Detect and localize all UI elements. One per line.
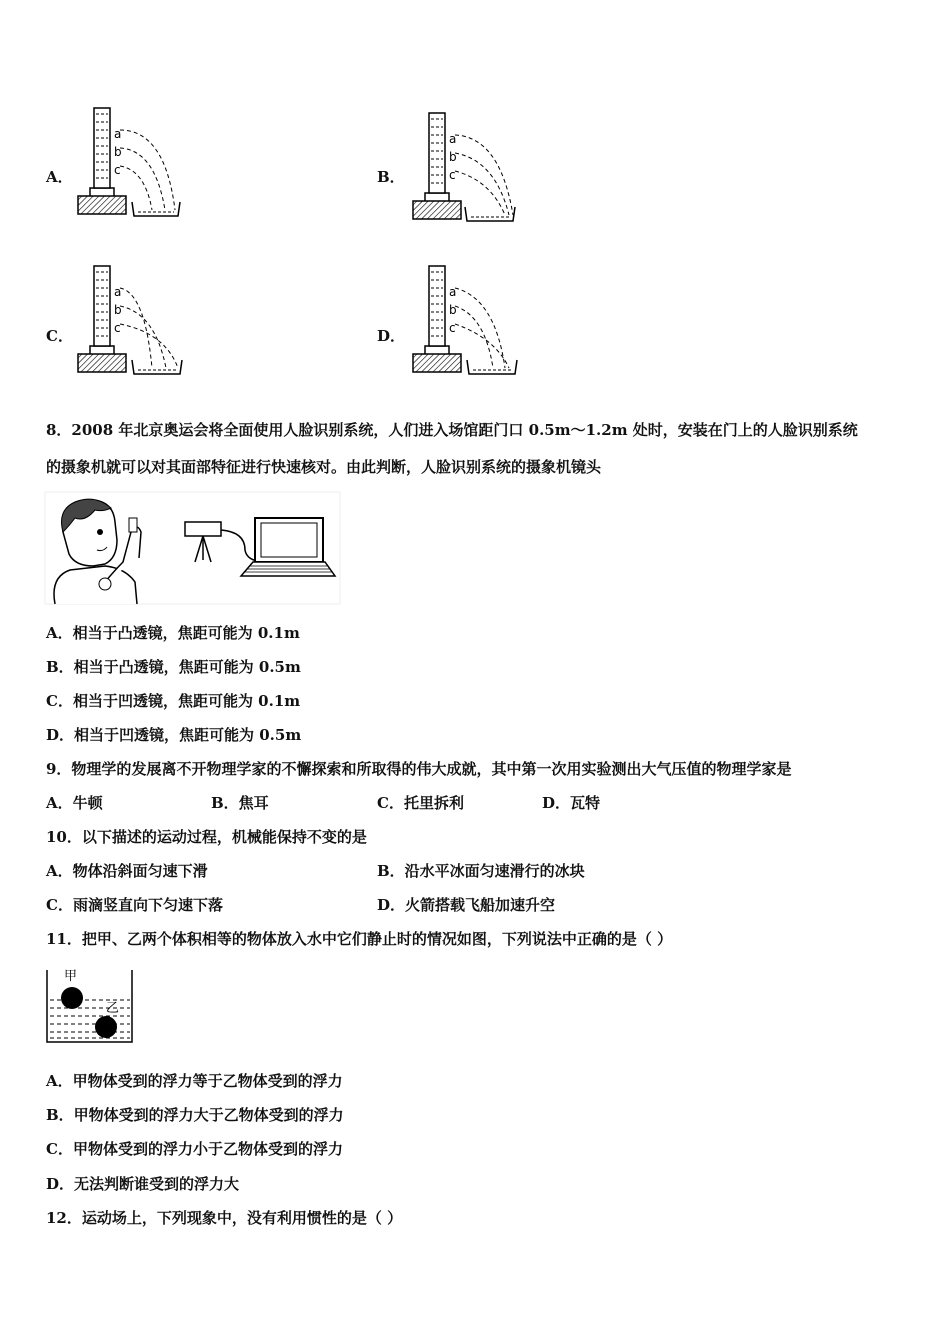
q7-option-d-letter[interactable]: D． (377, 327, 406, 345)
hole-label-b: b (114, 145, 122, 159)
q7-option-d-figure (405, 258, 525, 383)
object-yi (95, 1016, 117, 1038)
q8-stem-line2: 的摄象机就可以对其面部特征进行快速核对。由此判断，人脸识别系统的摄象机镜头 (46, 458, 602, 476)
q7-option-a-letter[interactable]: A． (46, 168, 73, 186)
q8-option-a[interactable]: A．相当于凸透镜，焦距可能为 0.1m (46, 624, 300, 642)
q10-option-c[interactable]: C．雨滴竖直向下匀速下落 (46, 896, 223, 914)
q10-option-a[interactable]: A．物体沿斜面匀速下滑 (46, 862, 208, 880)
hole-label-b: b (449, 303, 457, 317)
q7-option-a-figure (70, 100, 190, 225)
hole-label-c: c (114, 163, 121, 177)
q8-face-recognition-figure (45, 492, 340, 604)
q11-buoyancy-figure (44, 962, 136, 1046)
q8-option-c[interactable]: C．相当于凹透镜，焦距可能为 0.1m (46, 692, 301, 710)
hole-label-b: b (449, 150, 457, 164)
q11-stem: 11．把甲、乙两个体积相等的物体放入水中它们静止时的情况如图，下列说法中正确的是（ ） (46, 930, 673, 948)
q8-stem-line1: 8．2008 年北京奥运会将全面使用人脸识别系统，人们进入场馆距门口 0.5m～1.2m 处时，安装在门上的人脸识别系统 (46, 421, 858, 439)
q12-stem: 12．运动场上，下列现象中，没有利用惯性的是（ ） (46, 1209, 403, 1227)
hole-label-c: c (114, 321, 121, 335)
q11-option-a[interactable]: A．甲物体受到的浮力等于乙物体受到的浮力 (46, 1072, 343, 1090)
q11-option-b[interactable]: B．甲物体受到的浮力大于乙物体受到的浮力 (46, 1106, 344, 1124)
q11-option-c[interactable]: C．甲物体受到的浮力小于乙物体受到的浮力 (46, 1140, 343, 1158)
q9-option-c[interactable]: C．托里拆利 (377, 794, 464, 812)
label-jia: 甲 (64, 969, 78, 984)
label-yi: 乙 (106, 1001, 120, 1016)
hole-label-a: a (114, 127, 122, 141)
q10-stem: 10．以下描述的运动过程，机械能保持不变的是 (46, 828, 367, 846)
q7-option-c-figure (70, 258, 190, 383)
q9-option-d[interactable]: D．瓦特 (542, 794, 601, 812)
q9-stem: 9．物理学的发展离不开物理学家的不懈探索和所取得的伟大成就，其中第一次用实验测出大气压值的物理学家是 (46, 760, 792, 778)
q11-option-d[interactable]: D．无法判断谁受到的浮力大 (46, 1175, 240, 1193)
q9-option-b[interactable]: B．焦耳 (211, 794, 269, 812)
q7-option-b-letter[interactable]: B． (377, 168, 405, 186)
q10-option-d[interactable]: D．火箭搭载飞船加速升空 (377, 896, 556, 914)
q8-option-d[interactable]: D．相当于凹透镜，焦距可能为 0.5m (46, 726, 302, 744)
q8-option-b[interactable]: B．相当于凸透镜，焦距可能为 0.5m (46, 658, 301, 676)
hole-label-b: b (114, 303, 122, 317)
q10-option-b[interactable]: B．沿水平冰面匀速滑行的冰块 (377, 862, 585, 880)
hole-label-a: a (449, 285, 457, 299)
hole-label-c: c (449, 168, 456, 182)
q7-option-c-letter[interactable]: C． (46, 327, 73, 345)
q9-option-a[interactable]: A．牛顿 (46, 794, 103, 812)
q7-option-b-figure (405, 105, 525, 230)
hole-label-c: c (449, 321, 456, 335)
hole-label-a: a (449, 132, 457, 146)
hole-label-a: a (114, 285, 122, 299)
object-jia (61, 987, 83, 1009)
